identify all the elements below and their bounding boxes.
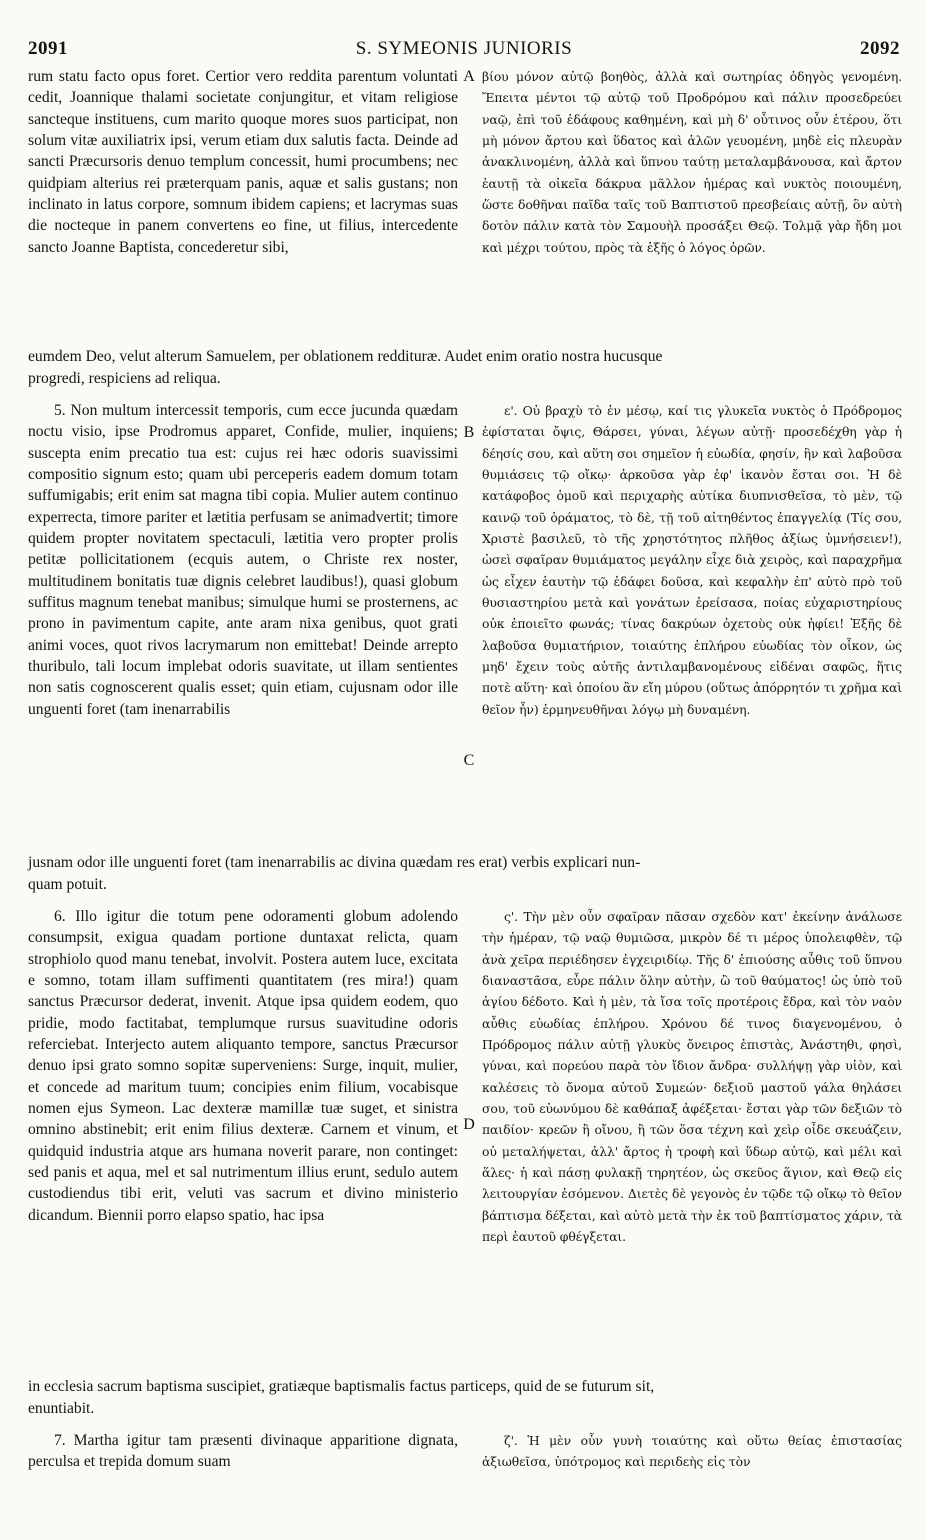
greek-block-3 [482,906,902,1388]
bridge-line-3b: enuntiabit. [28,1400,95,1417]
bridge-line-1a: eumdem Deo, velut alterum Samuelem, per oblationem reddituræ. Audet enim oratio nostra hucusque [28,348,663,365]
latin-block-4 [28,1430,458,1490]
bridge-line-1b: progredi, respiciens ad reliqua. [28,370,221,387]
greek-block-1 [482,66,902,364]
margin-letter-a: A [463,68,475,85]
greek-paragraph-5: ε'. Οὐ βραχὺ τὸ ἐν μέσῳ, καί τις γλυκεῖα νυκτὸς ὁ Πρόδρομος ἐφίσταται ὄψις, Θάρσει, γύναι, λέγων αὐτῇ· προσεδέχθη γὰρ ἡ δέησίς σου, καὶ αὕτη σοι σημεῖον ἡ εὐωδία, φησίν, ἣν καὶ λαβοῦσα θυμιάσεις τῷ οἴκῳ· ἀρκοῦσα γὰρ ἐφ' ἱκανὸν ἔσται σοι. Ἡ δὲ κατάφοβος ὁμοῦ καὶ περιχαρὴς αὐτίκα διυπνισθεῖσα, τὸ μὲν, τῷ καινῷ τοῦ ὁράματος, τὸ δὲ, τῇ τοῦ αἰτηθέντος ἐπαγγελίᾳ (Τίς σου, Χριστὲ βασιλεῦ, τὸ τῆς χρηστότητος πλῆθος ἀξίως ὑμνήσειεν!), ὡσεὶ σφαῖραν θυμιάματος μεγάλην εἶχε διὰ χειρὸς, καὶ παραχρῆμα ὡς εἶχεν ἑαυτὴν τῷ ἐδάφει δοῦσα, καὶ κεφαλὴν ἐπ' αὐτὸ πρὸ τοῦ θυσιαστηρίου μετὰ καὶ γονάτων ἐρείσασα, ποίας εὐχαριστηρίους οὐκ ἐποιεῖτο φωνάς; τίνας δακρύων ὀχετοὺς οὐκ ἠφίει! Ἑξῆς δὲ λαβοῦσα θυμιατήριον, τοιαύτης ἐπλήρου εὐωδίας τὸν οἶκον, ὡς μηδ' ἔχειν τοὺς αὐτῆς ἀντιλαμβανομένους εἰδέναι σαφῶς, ἥτις ποτὲ αὕτη· καὶ ὁποίου ἂν εἴη μύρου (οὕτως ἀπόρρητόν τι χρῆμα καὶ θεῖον ἦν) ἑρμηνευθῆναι λόγῳ μὴ δυναμένη. [482,403,902,717]
latin-paragraph-7: 7. Martha igitur tam præsenti divinaque apparitione dignata, perculsa et trepida domum suam [28,1432,458,1471]
margin-letter-d: D [463,1116,475,1133]
latin-paragraph-1: rum statu facto opus foret. Certior vero reddita parentum voluntati cedit, Joannique thalami societate conjungitur, et vitam religiose sancteque instituens, cum marito quoque mores suos participat, non solum vitæ auxiliatrix ipsi, verum etiam dux salutis facta. Deinde ad sancti Præcursoris denuo templum concessit, humi procumbens; nec quidpiam alterius rei præterquam panis, aquæ et salis gustans; non inclinato in latus corpore, somnum ibidem capiens; et lacrymas suas die nocteque in panem convertens eo fine, ut filius, intercedente sancto Joanne Baptista, concederetur sibi, [28,68,458,256]
latin-paragraph-6: 6. Illo igitur die totum pene odoramenti globum adolendo consumpsit, exigua quadam portione duntaxat relicta, quam strophiolo quod manu tenebat, involvit. Postera autem luce, excitata e somno, totam illam suffimenti quantitatem (res mira!) quam sanctus Præcursor dederat, invenit. Atque ipsa quidem eodem, quo pridie, modo factitabat, templumque rursus suavitudine odoris referciebat. Interjecto autem aliquanto tempore, sanctus Præcursor denuo ipsi grato somno sopitæ superveniens: Surge, inquit, mulier, et concede ad maritum tuum; concipies enim filium, vocabisque nomen ejus Symeon. Lac dexteræ mamillæ tuæ suget, et sinistra omnino abstinebit; erit enim filius dexteræ. Carnem et vinum, et quidquid industria atque ars humana noverit parare, non continget: sed panis et aqua, mel et sal nutrimentum illius erunt, sedulo autem custodiendus tibi erit, veluti vas sacrum et divino ministerio dicandum. Biennii porro elapso spatio, hac ipsa [28,908,458,1224]
latin-block-2 [28,400,458,870]
greek-paragraph-7: ζ'. Ἡ μὲν οὖν γυνὴ τοιαύτης καὶ οὕτω θείας ἐπιστασίας ἀξιωθεῖσα, ὑπότρομος καὶ περιδεὴς εἰς τὸν [482,1433,902,1470]
page-header [28,34,900,64]
left-column-number: 2091 [28,38,68,59]
margin-letter-c: C [463,752,475,769]
greek-block-2 [482,400,902,870]
greek-block-4 [482,1430,902,1490]
bridge-line-2b: quam potuit. [28,876,107,893]
greek-paragraph-6: ς'. Τὴν μὲν οὖν σφαῖραν πᾶσαν σχεδὸν κατ' ἐκείνην ἀνάλωσε τὴν ἡμέραν, τῷ ναῷ θυμιῶσα, μικρὸν δέ τι μέρος ὑπολειφθὲν, τῷ ἀνὰ χεῖρα περιέδησεν ἐγχειριδίῳ. Τῆς δ' ἐπιούσης αὖθις τοῦ ὕπνου διαναστᾶσα, εὗρε πάλιν ὅλην αὐτὴν, ὢ τοῦ θαύματος! ὡς ὑπὸ τοῦ ἁγίου δέδοτο. Καὶ ἡ μὲν, τὰ ἴσα τοῖς προτέροις ἔδρα, καὶ τὸν ναὸν αὖθις εὐωδίας ἐπλήρου. Χρόνου δέ τινος διαγενομένου, ὁ Πρόδρομος πάλιν αὐτῇ γλυκὺς ὄνειρος ἐπιστὰς, Ἀνάστηθι, φησὶ, γύναι, καὶ πορεύου παρὰ τὸν ἴδιον ἄνδρα· συλλήψῃ γὰρ υἱὸν, καὶ καλέσεις τὸ ὄνομα αὐτοῦ Συμεών· δεξιοῦ μαστοῦ γάλα θηλάσει σου, τοῦ εὐωνύμου δὲ καθάπαξ ἀφέξεται· ἔσται γὰρ τῶν δεξιῶν τὸ παιδίον· κρεῶν ἢ οἴνου, ἢ τῶν ὅσα τέχνη καὶ χεὶρ οἶδε σκευάζειν, οὐ μεταλήψεται, ἀλλ' ἄρτος ἡ τροφὴ καὶ ὕδωρ αὐτῷ, καὶ μέλι καὶ ἅλες· ἡ καὶ πάσῃ φυλακῇ τηρητέον, ὡς σκεῦος ἅγιον, καὶ Θεῷ εἰς λειτουργίαν ἐσόμενον. Διετὲς δὲ γεγονὸς ἐν τῷδε τῷ οἴκῳ τὸ θεῖον βάπτισμα δέξεται, καὶ αὐτὸ μετὰ τὴν ἐκ τοῦ βαπτίσματος χάριν, τὰ περὶ ἑαυτοῦ φθέγξεται. [482,909,902,1245]
latin-block-1 [28,66,458,364]
greek-paragraph-1: βίου μόνον αὐτῷ βοηθὸς, ἀλλὰ καὶ σωτηρίας ὁδηγὸς γενομένη. Ἔπειτα μέντοι τῷ αὐτῷ τοῦ Προδρόμου καὶ πάλιν προσεδρεύει ναῷ, ἐπὶ τοῦ ἐδάφους καθημένη, καὶ μὴ δ' οὗτινος οὖν ἑτέρου, ὅτι μὴ μόνον ἄρτου καὶ ὕδατος καὶ ἁλῶν γευομένη, μηδὲ εἰς πλευρὰν ἀνακλινομένη, ἀλλὰ καὶ ὕπνου ταύτῃ μεταλαμβάνουσα, καὶ ἄρτον ἑαυτῇ τὰ οἰκεῖα δάκρυα μᾶλλον ἡμέρας καὶ νυκτὸς ποιουμένη, ὥστε δοθῆναι παῖδα ταῖς τοῦ Βαπτιστοῦ πρεσβείαις αὐτῇ, ὃν αὐτὴ δοτὸν πάλιν κατὰ τὸν Σαμουὴλ προσάξει Θεῷ. Τολμᾷ γὰρ ἤδη μοι καὶ μέχρι τούτου, πρὸς τὰ ἑξῆς ὁ λόγος ὁρῶν. [482,69,902,255]
bridge-line-2a: jusnam odor ille unguenti foret (tam inenarrabilis ac divina quædam res erat) verbis explicari nun- [28,854,641,871]
margin-letter-b: B [463,424,475,441]
right-column-number: 2092 [860,38,900,59]
bridge-line-3a: in ecclesia sacrum baptisma suscipiet, gratiæque baptismalis factus particeps, quid de se futurum sit, [28,1378,655,1395]
running-title: S. SYMEONIS JUNIORIS [355,38,573,59]
latin-paragraph-5: 5. Non multum intercessit temporis, cum ecce jucunda quædam noctu visio, ipse Prodromus apparet, Confide, mulier, inquiens; suscepta enim precatio tua est: cujus rei hæc odoris suavissimi compositio signum esto; quam ubi perceperis eadem domum totam suffumigabis; erit enim sat magna tibi copia. Mulier autem continuo experrecta, timore pariter et lætitia perfusam se animadvertit; timore quidem propter novitatem spectaculi, lætitia vero propter prolis petitæ pollicitationem (ecquis autem, o Christe rex noster, multitudinem bonitatis tuæ dignis celebret laudibus!), quasi globum suffitus magnum tenebat manibus; simulque humi se prosternens, ac prono in pavimentum capite, ante aram nixa genibus, quot grati animi voces, quot rivos lacrymarum non emittebat! Deinde arrepto thuribulo, tali locum implebat odoris suavitate, ut illam sentientes non satis cognoscerent qualis esset; quin etiam, cujusnam odor ille unguenti foret (tam inenarrabilis [28,402,458,718]
latin-block-3 [28,906,458,1388]
